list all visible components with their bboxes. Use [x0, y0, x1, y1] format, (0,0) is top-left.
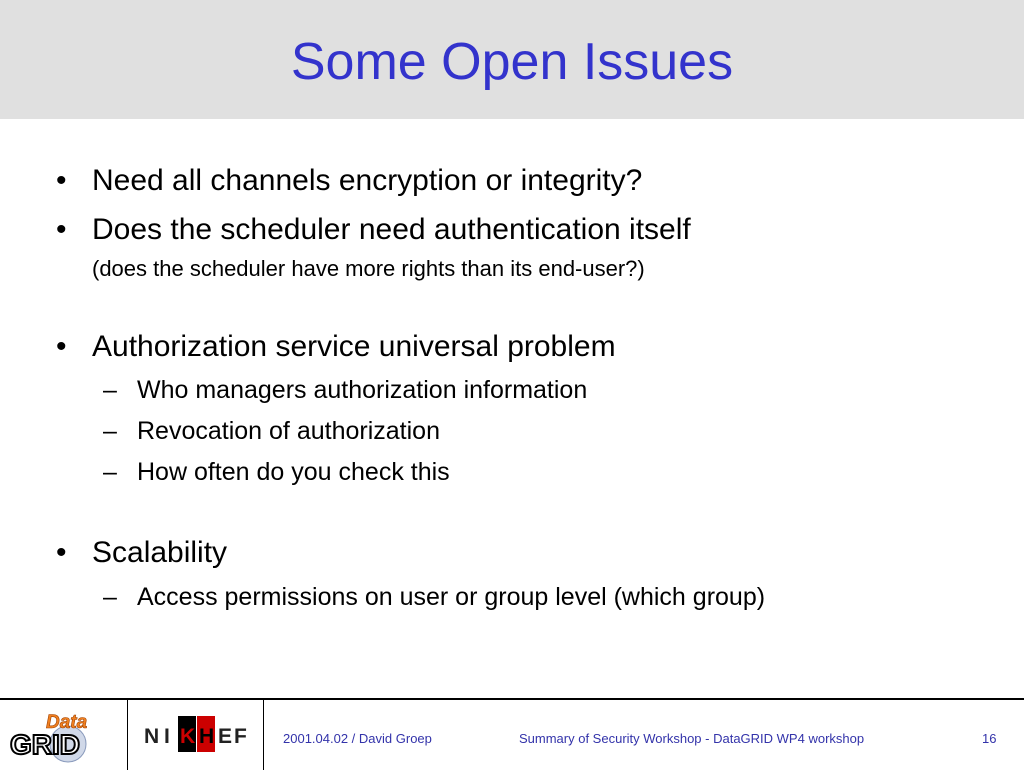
- bullet-note: (does the scheduler have more rights than its end-user?): [92, 256, 645, 281]
- nikhef-logo-icon: [140, 712, 252, 758]
- sub-bullet-text: Who managers authorization information: [137, 376, 588, 404]
- datagrid-logo-top-text: Data: [46, 712, 88, 733]
- bullet-text: Does the scheduler need authentication itself: [92, 213, 691, 246]
- nikhef-letter: I: [164, 725, 170, 748]
- slide-footer: [0, 698, 1024, 770]
- bullet-marker: •: [56, 536, 67, 569]
- sub-bullet-text: How often do you check this: [137, 458, 450, 486]
- sub-bullet-marker: –: [103, 417, 117, 445]
- sub-bullet-marker: –: [103, 376, 117, 404]
- bullet-marker: •: [56, 330, 67, 363]
- sub-bullet-marker: –: [103, 583, 117, 611]
- page-number: 16: [982, 731, 997, 746]
- sub-bullet-marker: –: [103, 458, 117, 486]
- bullet-text: Authorization service universal problem: [92, 330, 616, 363]
- nikhef-letter: E: [218, 725, 233, 748]
- footer-event: Summary of Security Workshop - DataGRID WP4 workshop: [519, 731, 865, 746]
- sub-bullet-text: Access permissions on user or group level (which group): [137, 583, 766, 611]
- nikhef-letter: N: [144, 725, 160, 748]
- sub-bullet-text: Revocation of authorization: [137, 417, 440, 445]
- footer-date-author: 2001.04.02 / David Groep: [283, 731, 432, 746]
- bullet-marker: •: [56, 164, 67, 197]
- nikhef-letter: K: [180, 725, 196, 748]
- bullet-text: Need all channels encryption or integrity?: [92, 164, 643, 197]
- datagrid-logo-bottom-text: GRID: [10, 729, 80, 760]
- footer-divider: [127, 700, 128, 770]
- bullet-text: Scalability: [92, 536, 228, 569]
- nikhef-letter: F: [234, 725, 247, 748]
- bullet-marker: •: [56, 213, 67, 246]
- slide-title: Some Open Issues: [290, 33, 734, 91]
- datagrid-logo-icon: [6, 708, 116, 764]
- footer-divider: [263, 700, 264, 770]
- nikhef-letter: H: [199, 725, 215, 748]
